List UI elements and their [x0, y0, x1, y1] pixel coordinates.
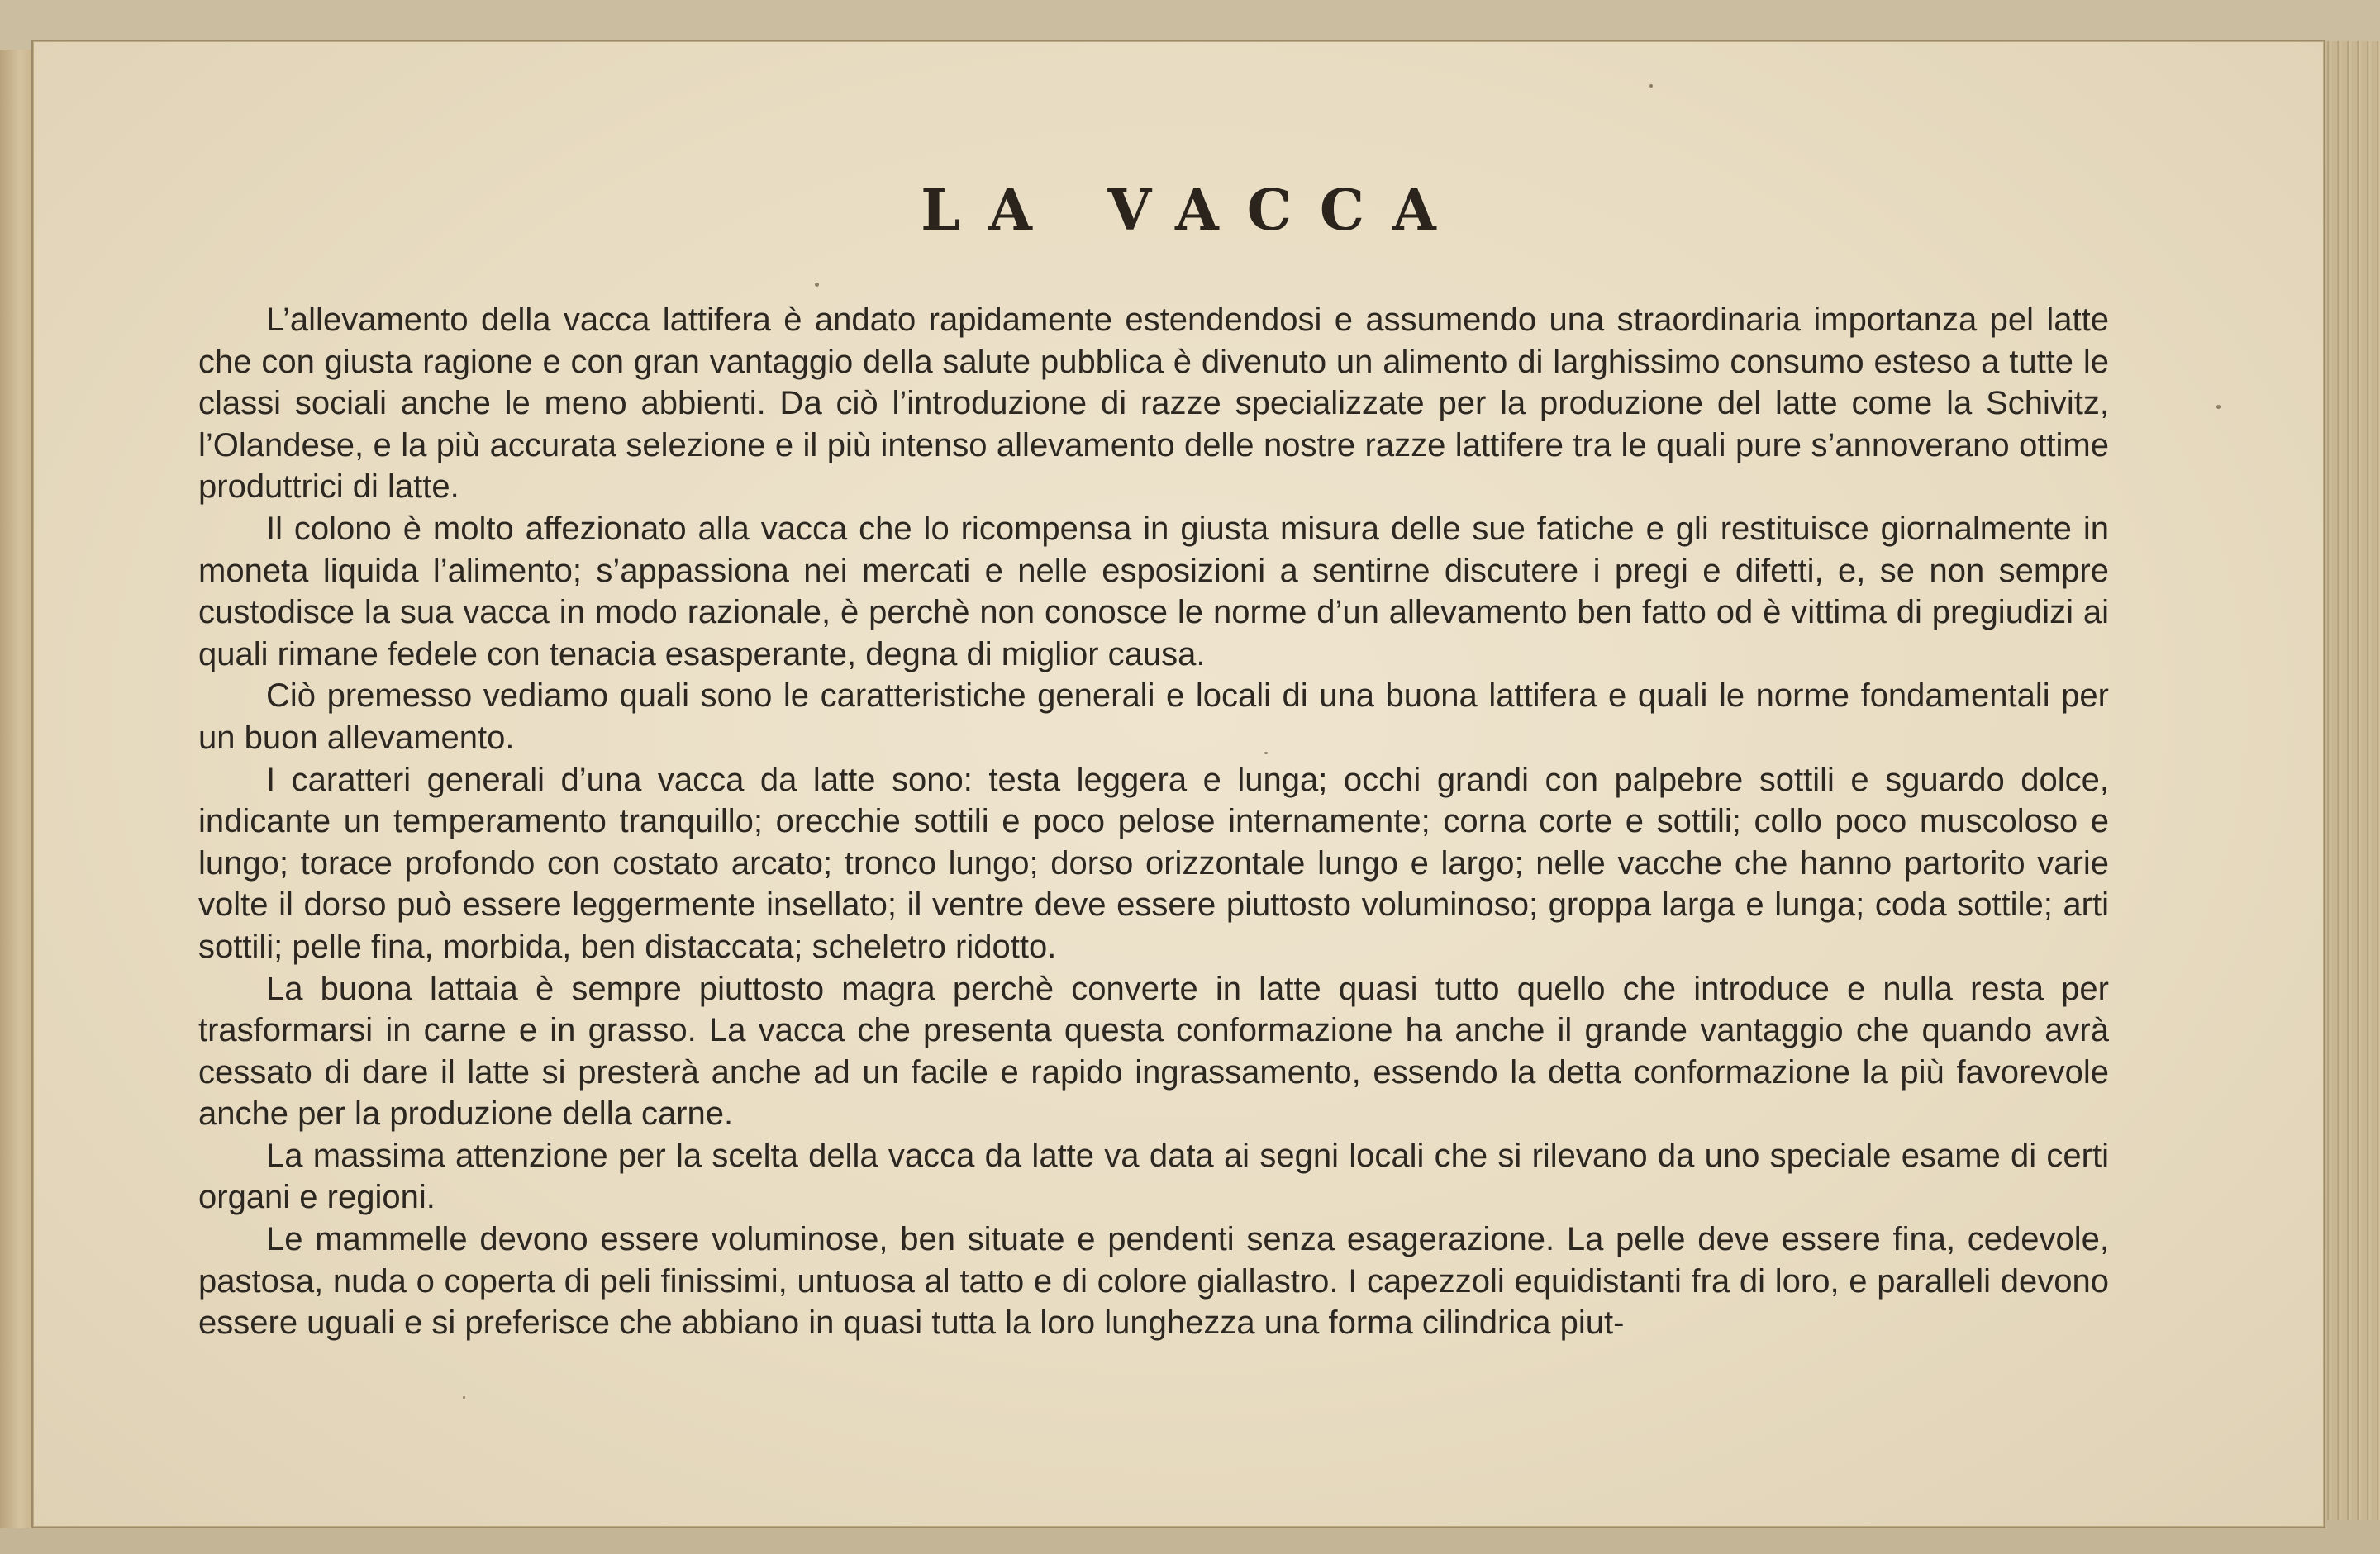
book-page: [31, 40, 2325, 1528]
body-text: [198, 299, 2109, 1344]
page-title: LA VACCA: [921, 178, 1464, 244]
paragraph-7: Le mammelle devono essere voluminose, ben situate e pendenti senza esagerazione. La pelle deve essere fina, cedevole, pastosa, nuda o coperta di peli finissimi, untuosa al tatto e di colore giallastro. I capezzoli equidistanti fra di loro, e paralleli devono essere uguali e si preferisce che abbiano in quasi tutta la loro lunghezza una forma cilindrica piut-: [198, 1221, 2109, 1342]
page-stack-edge: [2320, 41, 2380, 1520]
paper-speck: [1649, 84, 1653, 88]
paper-speck: [815, 283, 819, 287]
book-binding: [0, 50, 35, 1528]
paragraph-2: Il colono è molto affezionato alla vacca che lo ricompensa in giusta misura delle sue fatiche e gli restituisce giornalmente in moneta liquida l’alimento; s’appassiona nei mercati e nelle esposizioni a sentirne discutere i pregi e difetti, e, se non sempre custodisce la sua vacca in modo razionale, è perchè non conosce le norme d’un allevamento ben fatto od è vittima di pregiudizi ai quali rimane fedele con tenacia esasperante, degna di miglior causa.: [198, 510, 2109, 672]
paper-speck: [463, 1396, 465, 1399]
paper-speck: [1264, 752, 1268, 754]
paragraph-3: Ciò premesso vediamo quali sono le caratteristiche generali e locali di una buona lattifera e quali le norme fondamentali per un buon allevamento.: [198, 677, 2109, 756]
paragraph-5: La buona lattaia è sempre piuttosto magra perchè converte in latte quasi tutto quello che introduce e nulla resta per trasformarsi in carne e in grasso. La vacca che presenta questa conformazione ha anche il grande vantaggio che quando avrà cessato di dare il latte si presterà anche ad un facile e rapido ingrassamento, essendo la detta conformazione la più favorevole anche per la produzione della carne.: [198, 970, 2109, 1133]
paragraph-4: I caratteri generali d’una vacca da latte sono: testa leggera e lunga; occhi grandi con palpebre sottili e sguardo dolce, indicante un temperamento tranquillo; orecchie sottili e poco pelose internamente; corna corte e sottili; collo poco muscoloso e lungo; torace profondo con costato arcato; tronco lungo; dorso orizzontale lungo e largo; nelle vacche che hanno partorito varie volte il dorso può essere leggermente insellato; il ventre deve essere piuttosto voluminoso; groppa larga e lunga; coda sottile; arti sottili; pelle fina, morbida, ben distaccata; scheletro ridotto.: [198, 761, 2109, 965]
paragraph-6: La massima attenzione per la scelta della vacca da latte va data ai segni locali che si rilevano da uno speciale esame di certi organi e regioni.: [198, 1137, 2109, 1216]
paper-speck: [2216, 405, 2221, 409]
paragraph-1: L’allevamento della vacca lattifera è andato rapidamente estendendosi e assumendo una straordinaria importanza pel latte che con giusta ragione e con gran vantaggio della salute pubblica è divenuto un alimento di larghissimo consumo esteso a tutte le classi sociali anche le meno abbienti. Da ciò l’introduzione di razze specializzate per la produzione del latte come la Schivitz, l’Olandese, e la più accurata selezione e il più intenso allevamento delle nostre razze lattifere tra le quali pure s’annoverano ottime produttrici di latte.: [198, 302, 2109, 506]
